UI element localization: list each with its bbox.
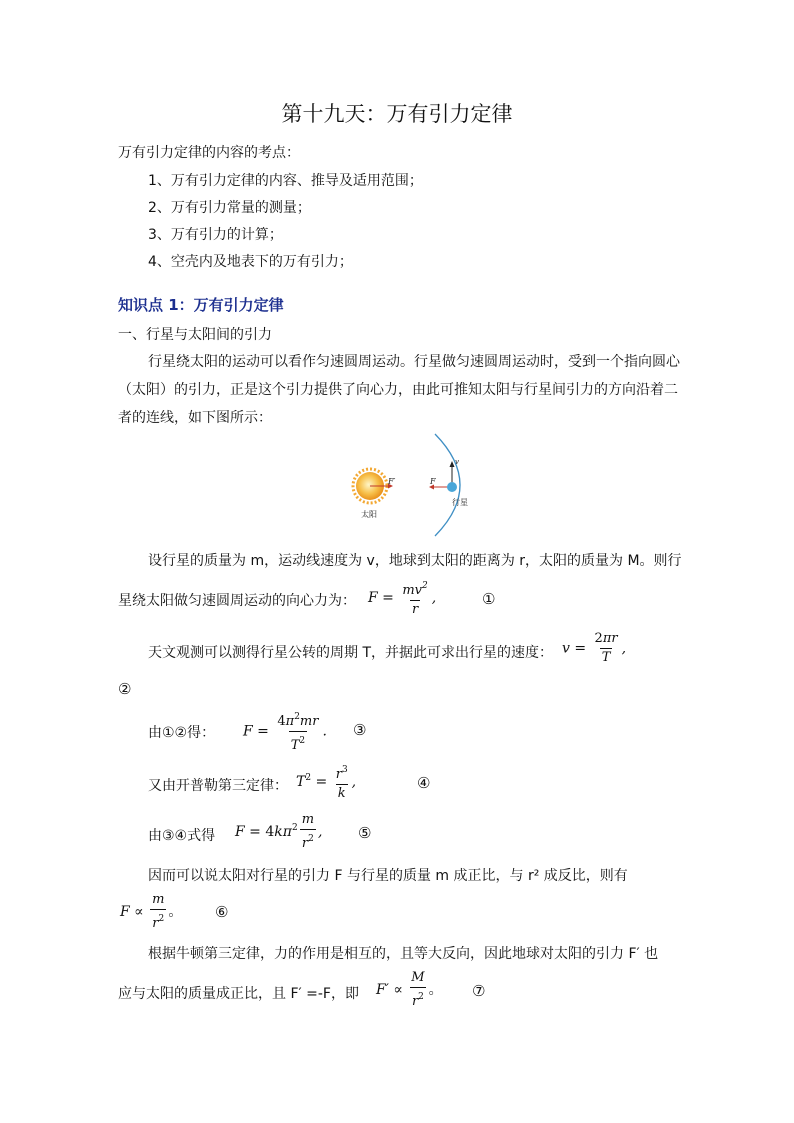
mark-3: ③: [353, 721, 367, 739]
para1-line1: 行星绕太阳的运动可以看作匀速圆周运动。行星做匀速圆周运动时，受到一个指向圆心: [148, 354, 680, 370]
para3-line1: 天文观测可以测得行星公转的周期 T，并据此可求出行星的速度：: [148, 645, 554, 661]
subheading: 一、行星与太阳间的引力: [118, 327, 272, 343]
equation-4: $T^2$ = $\frac{r^3}{k}$ ,: [296, 765, 357, 801]
equation-2: v = $\frac{2\pi r}{T}$ ,: [562, 631, 627, 665]
mark-4: ④: [417, 774, 431, 792]
para2-line2: 星绕太阳做匀速圆周运动的向心力为：: [118, 593, 356, 609]
point-1: 1、万有引力定律的内容、推导及适用范围；: [148, 173, 423, 189]
equation-7: F′ ∝ $\frac{M}{r^2}$ 。: [376, 970, 443, 1009]
equation-6: F ∝ $\frac{m}{r^2}$ 。: [120, 892, 183, 931]
mark-6: ⑥: [215, 903, 229, 921]
mark-2: ②: [118, 680, 132, 698]
para4-line1: 因而可以说太阳对行星的引力 F 与行星的质量 m 成正比，与 r² 成反比，则有: [148, 868, 628, 884]
point-2: 2、万有引力常量的测量；: [148, 200, 311, 216]
sun-label: 太阳: [361, 510, 377, 519]
intro-text: 万有引力定律的内容的考点：: [118, 145, 300, 161]
equation-1: F = $\frac{mv^2}{r}$ ,: [368, 581, 437, 617]
equation-3: F = $\frac{4\pi^2mr}{T^2}$ .: [243, 712, 327, 753]
sun-planet-figure: [340, 430, 480, 540]
eq3-prefix: 由①②得：: [148, 725, 216, 741]
force-sun-label: F′: [388, 477, 396, 486]
force-planet-label: F: [430, 477, 436, 486]
planet-icon: [447, 482, 457, 492]
point-3: 3、万有引力的计算；: [148, 227, 283, 243]
para5-line1: 根据牛顿第三定律，力的作用是相互的，且等大反向，因此地球对太阳的引力 F′ 也: [148, 946, 659, 962]
mark-1: ①: [482, 590, 496, 608]
page-title: 第十九天：万有引力定律: [281, 102, 513, 126]
para5-line2: 应与太阳的质量成正比，且 F′ =-F，即: [118, 986, 359, 1002]
mark-5: ⑤: [358, 824, 372, 842]
planet-label: 行星: [452, 498, 468, 507]
eq4-prefix: 又由开普勒第三定律：: [148, 778, 288, 794]
mark-7: ⑦: [472, 982, 486, 1000]
para1-line3: 者的连线，如下图所示：: [118, 410, 272, 426]
point-4: 4、空壳内及地表下的万有引力；: [148, 254, 353, 270]
para1-line2: （太阳）的引力，正是这个引力提供了向心力，由此可推知太阳与行星间引力的方向沿着二: [118, 382, 678, 398]
section-heading: 知识点 1：万有引力定律: [118, 296, 284, 314]
velocity-label: v: [455, 458, 459, 466]
eq5-prefix: 由③④式得: [148, 828, 216, 844]
para2-line1: 设行星的质量为 m，运动线速度为 v，地球到太阳的距离为 r，太阳的质量为 M。则行: [148, 553, 682, 569]
equation-5: $F = 4k\pi^2$ $\frac{m}{r^2}$ ,: [235, 812, 323, 851]
